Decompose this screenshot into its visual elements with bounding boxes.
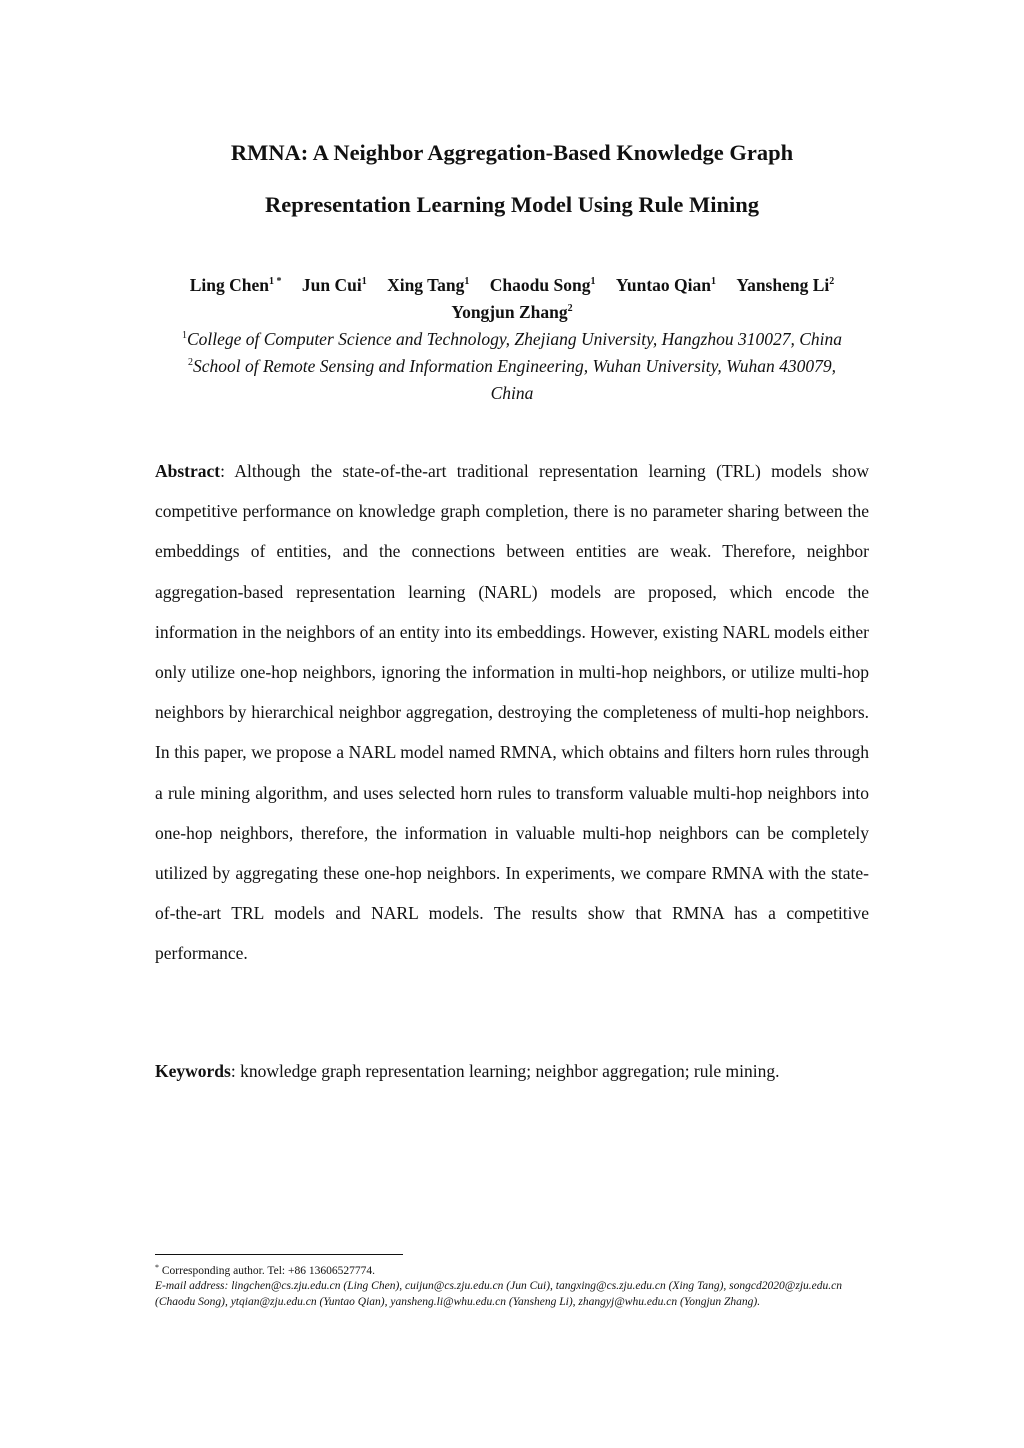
affiliation-1: $^1$College of Computer Science and Technology, Zhejiang University, Hangzhou 310027, China xyxy=(181,329,843,349)
affiliation-2-continued: China xyxy=(490,383,534,403)
affiliation-2: $^2$School of Remote Sensing and Information Engineering, Wuhan University, Wuhan 430079, xyxy=(187,356,837,376)
footnote-divider xyxy=(155,1254,403,1255)
abstract xyxy=(155,451,869,974)
author: Xing Tang$^1$ xyxy=(387,275,470,295)
abstract-text: : Although the state-of-the-art traditional representation learning (TRL) models show competitive performance on knowledge graph completion, there is no parameter sharing between the embeddings of entities, and the connections between entities are weak. Therefore, neighbor aggregation-based representation learning (NARL) models are proposed, which encode the information in the neighbors of an entity into its embeddings. However, existing NARL models either only utilize one-hop neighbors, ignoring the information in multi-hop neighbors, or utilize multi-hop neighbors by hierarchical neighbor aggregation, destroying the completeness of multi-hop neighbors. In this paper, we propose a NARL model named RMNA, which obtains and filters horn rules through a rule mining algorithm, and uses selected horn rules to transform valuable multi-hop neighbors into one-hop neighbors, therefore, the information in valuable multi-hop neighbors can be completely utilized by aggregating these one-hop neighbors. In experiments, we compare RMNA with the state-of-the-art TRL models and NARL models. The results show that RMNA has a competitive performance. xyxy=(155,461,869,964)
author: Ling Chen$^{1 *}$ xyxy=(189,275,282,295)
author: Yuntao Qian$^1$ xyxy=(615,275,716,295)
keywords-text: : knowledge graph representation learning; neighbor aggregation; rule mining. xyxy=(230,1061,780,1081)
keywords xyxy=(155,1056,869,1086)
author: Jun Cui$^1$ xyxy=(301,275,367,295)
keywords-label: Keywords xyxy=(155,1061,231,1081)
abstract-label: Abstract xyxy=(155,461,221,481)
paper-title-line-1: RMNA: A Neighbor Aggregation-Based Knowledge Graph xyxy=(230,140,794,165)
email-addresses: E-mail address: lingchen@cs.zju.edu.cn (Ling Chen), cuijun@cs.zju.edu.cn (Jun Cui), tangxing@cs.zju.edu.cn (Xing Tang), songcd2020@zju.edu.cn (Chaodu Song), ytqian@zju.edu.cn (Yuntao Qian), yansheng.li@whu.edu.cn (Yansheng Li), zhangyj@whu.edu.cn (Yongjun Zhang). xyxy=(155,1280,842,1308)
paper-title-line-2: Representation Learning Model Using Rule Mining xyxy=(265,192,759,217)
corresponding-author-note: * Corresponding author. Tel: +86 13606527774. xyxy=(155,1263,375,1277)
author: Yongjun Zhang$^2$ xyxy=(451,302,573,322)
author-list xyxy=(0,272,1024,326)
author: Yansheng Li$^2$ xyxy=(736,275,835,295)
author: Chaodu Song$^1$ xyxy=(489,275,596,295)
author-list-line-2 xyxy=(0,299,1024,326)
footnotes xyxy=(155,1264,869,1310)
